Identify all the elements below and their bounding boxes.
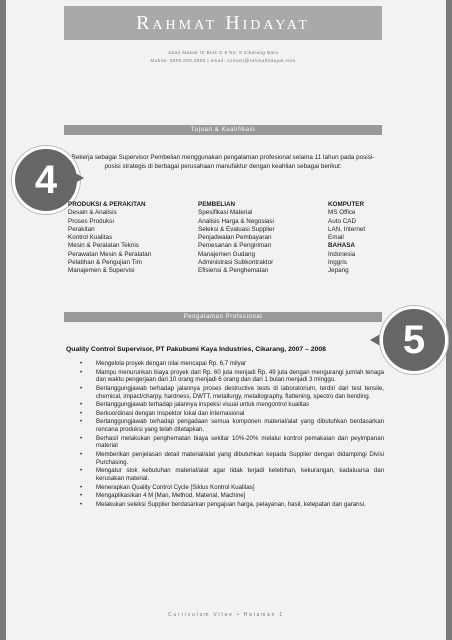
- skill-item: Administrasi Subkontraktor: [198, 259, 274, 267]
- job-responsibilities-list: [70, 360, 384, 509]
- header-band: [64, 6, 382, 40]
- objective-text: Bekerja sebagai Supervisor Pembelian menggunakan pengalaman profesional selama 11 tahun pada posisi-posisi strategis di berbagai perusahaan manufaktur dengan keahlian sebagai berikut:: [71, 154, 375, 170]
- skill-item: Perawatan Mesin & Peralatan: [68, 250, 152, 258]
- objective-section-title: Tujuan & Kualifikasi: [64, 125, 382, 135]
- skill-item: LAN, Internet: [328, 225, 366, 233]
- skill-item: Perakitan: [68, 225, 95, 233]
- skill-item: Seleksi & Evaluasi Supplier: [198, 225, 275, 233]
- list-item: • Bertanggungjawab terhadap pengadaan semua komponen material/alat yang dibutuhkan berdasarkan rencana produksi yang telah ditetapkan.: [70, 418, 384, 433]
- skill-item: Indonesia: [328, 250, 356, 258]
- skill-item: Efisiensi & Penghematan: [198, 267, 269, 275]
- skill-item: Jepang: [328, 267, 349, 275]
- experience-section-title: Pengalaman Profesional: [64, 312, 382, 322]
- skill-item: Pelatihan & Pengujian Tim: [68, 259, 142, 267]
- skills-column-purchasing: [198, 201, 275, 276]
- list-item: • Mampu menurunkan biaya proyek dari Rp. 60 juta menjadi Rp. 49 juta dengan mengurangi jumlah tenaga dan waktu pengerjaan dari 10 orang menjadi 6 orang dan dari 1 bulan menjadi 3 minggu.: [70, 369, 384, 384]
- skill-item: Kontrol Kualitas: [68, 234, 113, 242]
- skills-column-computer: [328, 201, 365, 276]
- skill-item: Analisis Harga & Negosiasi: [198, 217, 274, 225]
- list-item: • Mengaplikasikan 4 M [Man, Method, Material, Machine]: [70, 492, 384, 500]
- candidate-name: Rahmat Hidayat: [136, 12, 310, 34]
- skill-item: Manajemen & Supervisi: [68, 267, 135, 275]
- skill-item: Penjadwalan Pembayaran: [198, 234, 272, 242]
- list-item: • Berhasil melakukan penghematan biaya sekitar 10%-20% melalui kontrol pemakaian dan peyimpanan material: [70, 435, 384, 450]
- job-title: Quality Control Supervisor, PT Pakubumi Kaya Industries, Cikarang, 2007 – 2008: [66, 346, 326, 353]
- address-line: Jalan Mawar IX Blok G 9 No. 9 Cikarang Baru: [167, 50, 279, 55]
- list-item: • Mengelola proyek dengan nilai mencapai Rp. 6,7 milyar: [70, 360, 384, 368]
- skill-item: MS Office: [328, 209, 356, 217]
- number-badge-5: 5: [380, 306, 448, 374]
- skill-item: Mesin & Peralatan Teknis: [68, 242, 139, 250]
- list-item: • Bertanggungjawab terhadap jalannya inspeksi visual untuk mengontrol kualitas: [70, 401, 384, 409]
- list-item: • Berkoordinasi dengan Inspektor lokal dan internasional: [70, 410, 384, 418]
- skills-heading: PRODUKSI & PERAKITAN: [68, 201, 146, 208]
- skills-heading: BAHASA: [328, 242, 355, 250]
- skill-item: Inggris: [328, 259, 347, 267]
- badge-4-pointer: [70, 168, 86, 188]
- skill-item: Manajemen Gudang: [198, 250, 256, 258]
- skill-item: Email: [328, 234, 344, 242]
- skills-heading: KOMPUTER: [328, 201, 365, 208]
- skills-column-production: [68, 201, 151, 276]
- skill-item: Desain & Analisis: [68, 209, 117, 217]
- list-item: • Mengatur stok kebutuhan material/alat agar tidak terjadi kelebihan, kekurangan, kadaluarsa dan kerusakan material.: [70, 467, 384, 482]
- list-item: • Menerapkan Quality Control Cycle [Siklus Kontrol Kualitas]: [70, 484, 384, 492]
- contact-line: Mobile: 0000.000.0000 | email: contact@rahmathidayat.com: [150, 58, 296, 63]
- skill-item: Auto CAD: [328, 217, 356, 225]
- number-badge-4: 4: [12, 146, 80, 214]
- list-item: • Bertanggungjawab terhadap jalannya proses destructive tests di laboratorium, terdiri dari test tensile, chemical, impact/charpy, hardness, DWTT, metallurgy, metallography, flattening, spectro dan bending.: [70, 385, 384, 400]
- skill-item: Proses Produksi: [68, 217, 114, 225]
- skill-item: Pemesanan & Pengiriman: [198, 242, 272, 250]
- list-item: • Memberikan penjelasan detail material/alat yang dibutuhkan kepada Supplier dengan didampingi Divisi Purchasing.: [70, 451, 384, 466]
- skill-item: Spesifikasi Material: [198, 209, 253, 217]
- skills-heading: PEMBELIAN: [198, 201, 236, 208]
- page-footer: Curriculum Vitae • Halaman 1: [168, 612, 284, 618]
- list-item: • Melakukan seleksi Supplier berdasarkan pengajuan harga, pelayanan, hasil, ketepatan dan garansi.: [70, 501, 384, 509]
